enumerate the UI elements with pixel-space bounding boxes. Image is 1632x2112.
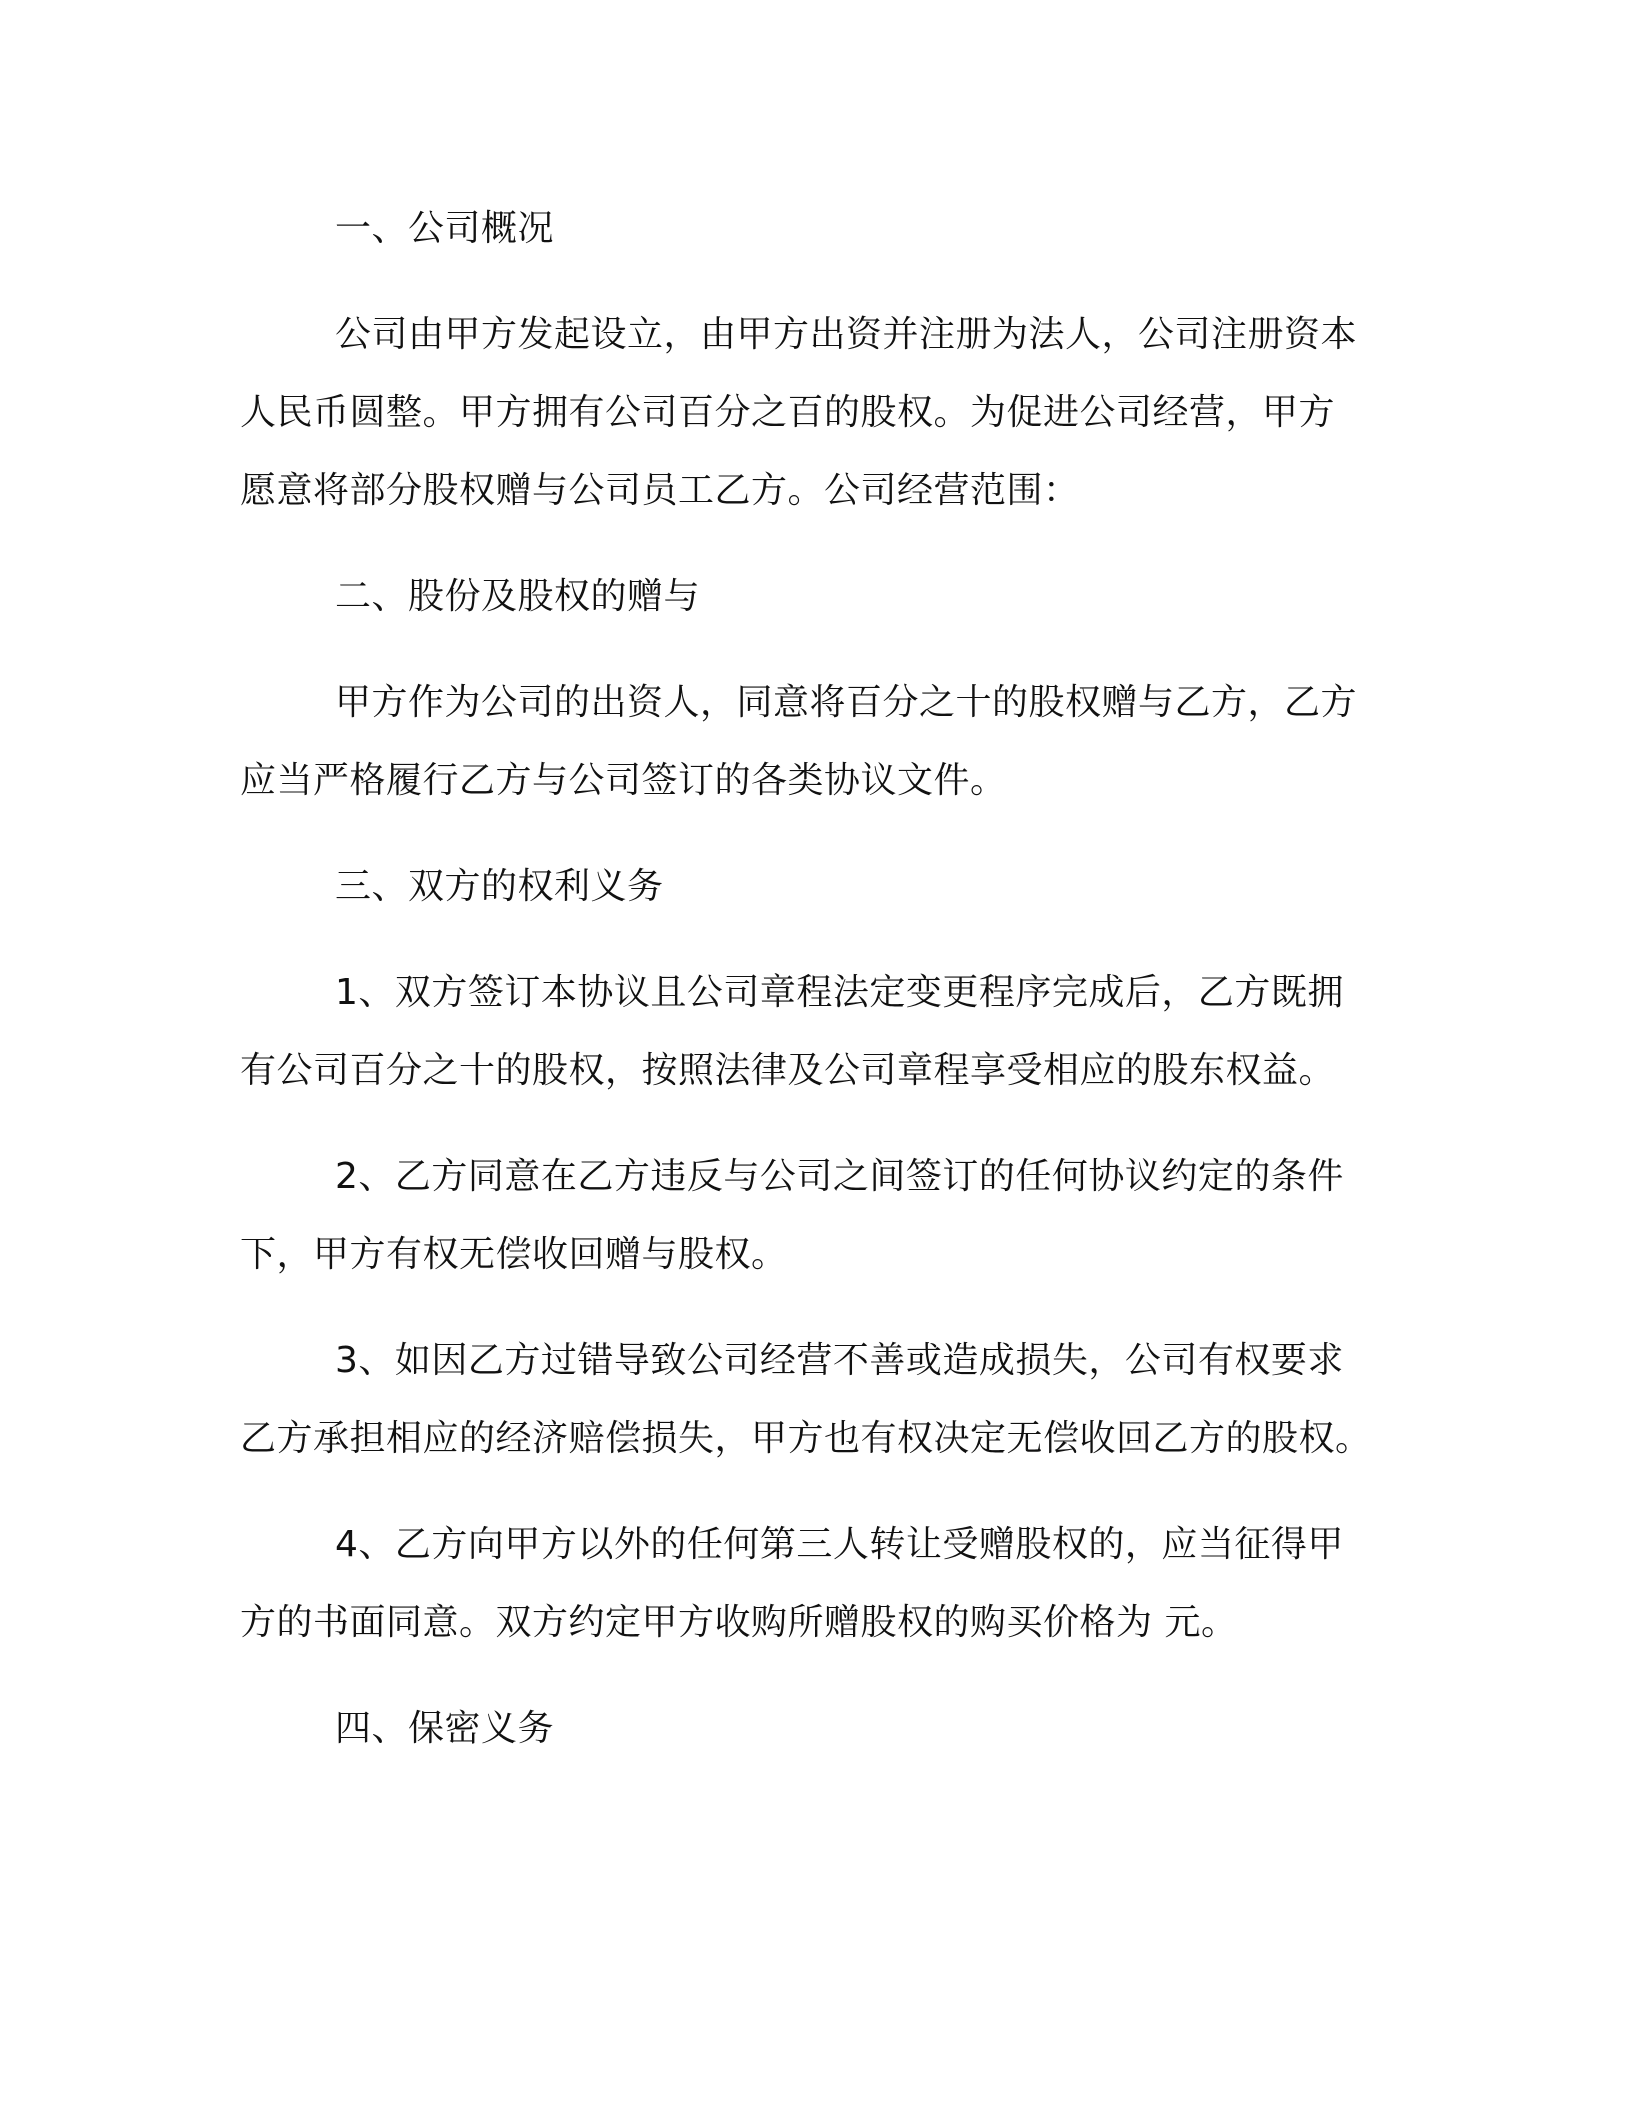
paragraph-line: 乙方承担相应的经济赔偿损失，甲方也有权决定无偿收回乙方的股权。 (240, 1418, 1372, 1459)
section-heading-1: 一、公司概况 (335, 208, 555, 249)
document-body (240, 190, 1385, 1796)
paragraph-line: 方的书面同意。双方约定甲方收购所赠股权的购买价格为 元。 (240, 1602, 1238, 1643)
paragraph-line: 甲方作为公司的出资人，同意将百分之十的股权赠与乙方，乙方 (335, 682, 1358, 723)
paragraph-line: 3、如因乙方过错导致公司经营不善或造成损失，公司有权要求 (335, 1340, 1344, 1381)
clause-2 (240, 1138, 1385, 1294)
paragraph-line: 1、双方签订本协议且公司章程法定变更程序完成后，乙方既拥 (335, 972, 1344, 1013)
section-heading-4: 四、保密义务 (335, 1708, 555, 1749)
paragraph-equity-gift (240, 664, 1385, 820)
clause-1 (240, 954, 1385, 1110)
paragraph-line: 2、乙方同意在乙方违反与公司之间签订的任何协议约定的条件 (335, 1156, 1344, 1197)
paragraph-line: 有公司百分之十的股权，按照法律及公司章程享受相应的股东权益。 (240, 1050, 1336, 1091)
paragraph-line: 4、乙方向甲方以外的任何第三人转让受赠股权的，应当征得甲 (335, 1524, 1344, 1565)
paragraph-company-overview (240, 296, 1385, 530)
paragraph-line: 下，甲方有权无偿收回赠与股权。 (240, 1234, 788, 1275)
section-heading-2: 二、股份及股权的赠与 (335, 576, 701, 617)
paragraph-line: 愿意将部分股权赠与公司员工乙方。公司经营范围： (240, 470, 1080, 511)
paragraph-line: 公司由甲方发起设立，由甲方出资并注册为法人，公司注册资本 (335, 314, 1358, 355)
clause-3 (240, 1322, 1385, 1478)
section-heading-3: 三、双方的权利义务 (335, 866, 664, 907)
paragraph-line: 应当严格履行乙方与公司签订的各类协议文件。 (240, 760, 1007, 801)
clause-4 (240, 1506, 1385, 1662)
paragraph-line: 人民币圆整。甲方拥有公司百分之百的股权。为促进公司经营，甲方 (240, 392, 1336, 433)
